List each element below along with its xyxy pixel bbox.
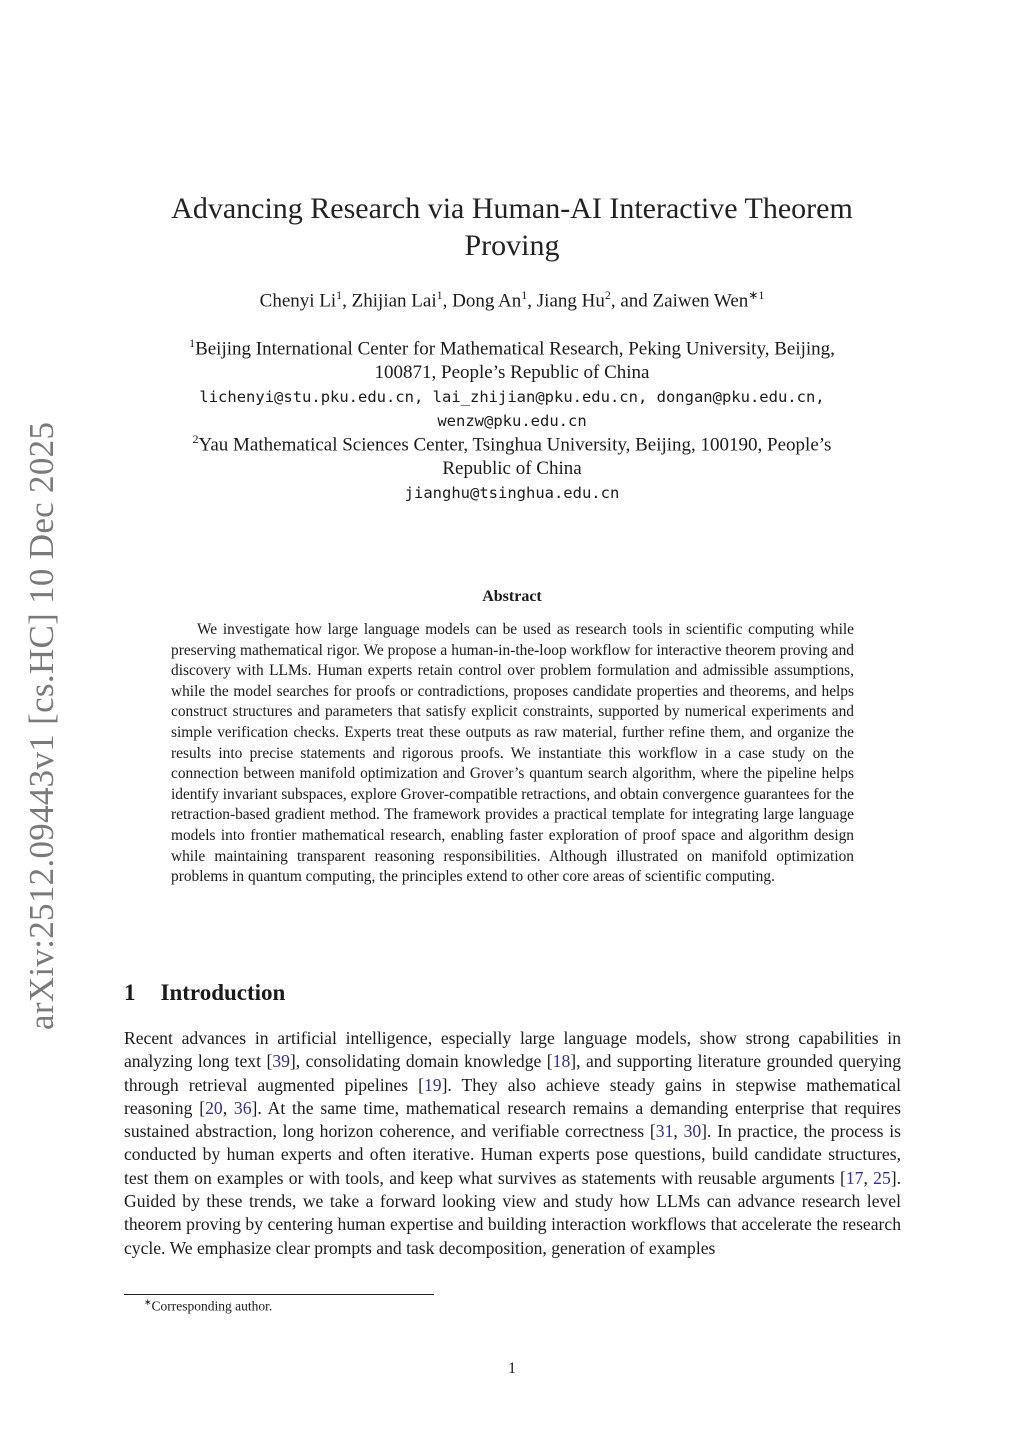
footnote-text: Corresponding author. — [151, 1298, 273, 1314]
intro-text: ]. They also achieve steady gains in stepwise mathematical reasoning [ — [124, 1074, 901, 1118]
footnote — [144, 1297, 272, 1315]
introduction-paragraph — [124, 1027, 901, 1260]
affiliation-1 — [0, 331, 1024, 433]
author-affiliation-mark: 2 — [604, 288, 611, 302]
intro-text: ], and supporting literature grounded querying through retrieval augmented pipelines [ — [124, 1051, 901, 1095]
intro-text: ]. Guided by these trends, we take a forward looking view and study how LLMs can advance research level theorem proving by centering human expertise and building interaction workflows that accelerate the research cycle. We emphasize clear prompts and task decomposition, generation of examples — [124, 1167, 901, 1258]
author-name: Zhijian Lai — [351, 290, 437, 312]
affiliation-line: 100871, People’s Republic of China — [374, 362, 650, 384]
author-separator: , and — [610, 290, 653, 312]
arxiv-identifier: arXiv:2512.09443v1 [cs.HC] 10 Dec 2025 — [22, 421, 61, 1030]
author-affiliation-mark: 1 — [521, 288, 528, 302]
citation-link[interactable]: 19 — [423, 1074, 442, 1095]
affiliation-2 — [0, 427, 1024, 505]
citation-link[interactable]: 25 — [873, 1167, 891, 1188]
citation-link[interactable]: 39 — [272, 1051, 290, 1072]
citation-link[interactable]: 36 — [233, 1097, 252, 1118]
author-affiliation-mark: ∗1 — [748, 288, 765, 302]
section-title: Introduction — [160, 980, 286, 1005]
abstract-body: We investigate how large language models can be used as research tools in scientific computing while preserving mathematical rigor. We propose a human-in-the-loop workflow for interactive theorem proving and discovery with LLMs. Human experts retain control over problem formulation and admissible assumptions, while the model searches for proofs or contradictions, proposes candidate properties and theorems, and helps construct structures and parameters that satisfy explicit constraints, supported by numerical experiments and simple verification checks. Experts treat these outputs as raw material, further refine them, and organize the results into precise statements and rigorous proofs. We instantiate this workflow in a case study on the connection between manifold optimization and Grover’s quantum search algorithm, where the pipeline helps identify invariant subspaces, explore Grover-compatible retractions, and obtain convergence guarantees for the retraction-based gradient method. The framework provides a practical template for integrating large language models into frontier mathematical research, enabling faster exploration of proof space and algorithm design while maintaining transparent reasoning responsibilities. Although illustrated on manifold optimization problems in quantum computing, the principles extend to other core areas of scientific computing. — [171, 621, 854, 886]
citation-link[interactable]: 31 — [655, 1121, 674, 1142]
email-line: jianghu@tsinghua.edu.cn — [404, 484, 620, 503]
citation-link[interactable]: 20 — [205, 1097, 223, 1118]
author-name: Jiang Hu — [536, 290, 605, 312]
title-line: Advancing Research via Human-AI Interactive Theorem — [171, 192, 853, 225]
intro-text: ]. In practice, the process is conducted by human experts and often iterative. Human experts pose questions, build candidate structures, test them on examples or with tools, and keep what survives as statements with reusable arguments [ — [124, 1121, 902, 1188]
email-line: lichenyi@stu.pku.edu.cn, lai_zhijian@pku.edu.cn, dongan@pku.edu.cn, — [199, 388, 825, 407]
author-name: Chenyi Li — [259, 290, 337, 312]
citation-link[interactable]: 30 — [683, 1121, 702, 1142]
citation-link[interactable]: 17 — [845, 1167, 864, 1188]
author-affiliation-mark: 1 — [336, 288, 343, 302]
section-heading — [124, 980, 285, 1006]
author-list — [0, 288, 1024, 312]
intro-text: , — [863, 1167, 874, 1188]
page-number: 1 — [508, 1360, 516, 1377]
intro-text: , — [222, 1097, 234, 1118]
citation-link[interactable]: 18 — [552, 1051, 571, 1072]
author-separator: , — [527, 290, 537, 312]
title-line: Proving — [464, 229, 560, 262]
abstract-heading: Abstract — [482, 588, 542, 605]
affiliation-mark: 1 — [189, 336, 196, 350]
author-name: Zaiwen Wen — [652, 290, 749, 312]
footnote-mark: ∗ — [144, 1297, 152, 1307]
affiliation-line: $^1$Beijing International Center for Mathematical Research, Peking University, Beijing, — [189, 336, 835, 360]
affiliation-line: $^2$Yau Mathematical Sciences Center, Tsinghua University, Beijing, 100190, People’s — [192, 432, 832, 456]
author-name: Dong An — [452, 290, 522, 312]
paper-title — [0, 190, 1024, 264]
email-line: wenzw@pku.edu.cn — [437, 412, 587, 431]
intro-text: , — [673, 1121, 684, 1142]
section-number: 1 — [124, 980, 136, 1005]
author-separator: , — [442, 290, 453, 312]
author-separator: , — [342, 290, 352, 312]
intro-text: Recent advances in artificial intelligence, especially large language models, show strong capabilities in analyzing long text [ — [124, 1028, 901, 1072]
author-affiliation-mark: 1 — [436, 288, 443, 302]
footnote-divider — [124, 1294, 434, 1295]
affiliation-mark: 2 — [192, 432, 199, 446]
affiliation-line: Republic of China — [442, 458, 582, 480]
intro-text: ], consolidating domain knowledge [ — [289, 1051, 553, 1072]
intro-text: ]. At the same time, mathematical research remains a demanding enterprise that requires sustained abstraction, long horizon coherence, and verifiable correctness [ — [124, 1097, 902, 1142]
